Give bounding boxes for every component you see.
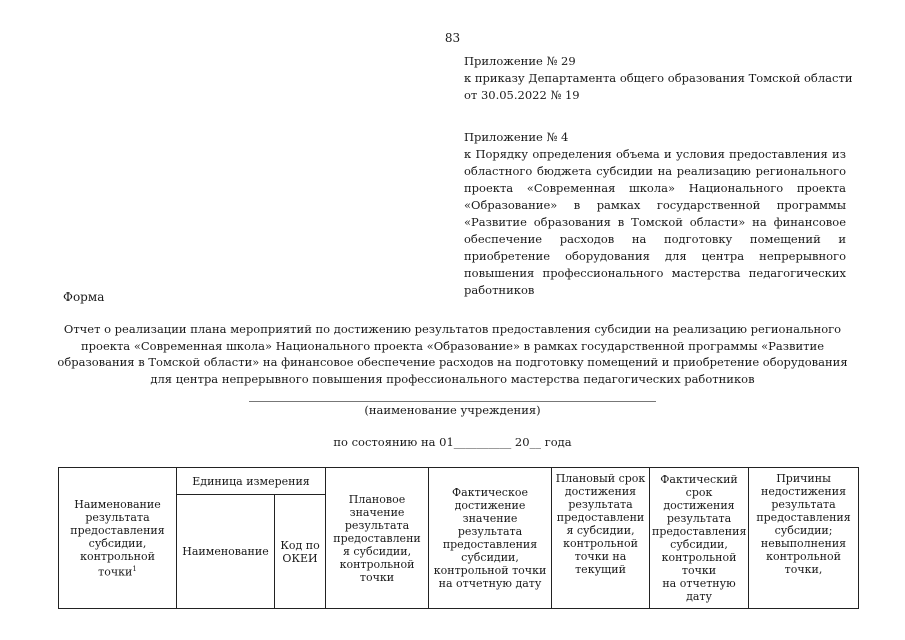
header-text: предоставления	[652, 525, 747, 538]
report-title-line: для центра непрерывного повышения профессионального мастерства педагогических работников	[150, 371, 755, 386]
report-title	[50, 321, 855, 387]
header-text: Код по	[280, 538, 320, 552]
appendix-4-line: «Развитие образования в Томской области» на финансовое	[464, 215, 846, 229]
header-text: субсидии,	[670, 538, 728, 551]
header-unit-group: Единица измерения	[177, 468, 326, 495]
header-text: контрольной	[80, 549, 155, 563]
appendix-4-title: Приложение № 4	[464, 130, 569, 144]
header-text: предоставлени	[556, 511, 645, 524]
report-title-line: Отчет о реализации плана мероприятий по достижению результатов предоставления субсидии на реализацию регионального	[63, 322, 842, 336]
header-planned-value	[326, 468, 429, 609]
header-actual-value	[429, 468, 552, 609]
report-title-line: образования в Томской области» на финансовое обеспечение расходов на подготовку помещений и приобретение оборудования	[57, 355, 848, 369]
report-table	[58, 467, 859, 609]
header-unit-name: Наименование	[177, 495, 275, 609]
header-text: контрольной	[766, 550, 841, 563]
header-text: достижения	[663, 499, 735, 512]
header-actual-deadline	[650, 468, 749, 609]
header-text: Плановое	[348, 492, 406, 506]
header-text: Фактический срок	[660, 473, 738, 499]
report-title-line: проекта «Современная школа» Национального проекта «Образование» в рамках государственной программы «Развитие	[81, 338, 824, 353]
header-text: точки на	[574, 550, 627, 563]
header-text: я субсидии,	[342, 544, 412, 558]
header-planned-deadline	[552, 468, 650, 609]
appendix-29-title: Приложение № 29	[464, 54, 576, 68]
appendix-4-line: обеспечение расходов на подготовку помещений и	[464, 232, 846, 246]
header-text: предоставлени	[333, 531, 421, 545]
appendix-4-line: проекта «Современная школа» Национального проекта	[464, 181, 846, 195]
header-text: предоставления	[756, 511, 851, 524]
header-text: субсидии;	[774, 524, 833, 537]
appendix-4-line: повышения профессионального мастерства педагогических	[464, 266, 846, 280]
appendix-4-line: областного бюджета субсидии на реализацию регионального	[464, 164, 846, 178]
header-text: предоставления	[442, 538, 538, 551]
header-text: я субсидии,	[566, 524, 635, 537]
header-text: текущий	[575, 563, 626, 576]
header-text: точки	[359, 570, 395, 584]
appendix-4-block	[464, 129, 846, 299]
header-text: субсидии,	[88, 536, 147, 550]
form-label: Форма	[63, 290, 105, 304]
header-text: результата	[771, 498, 836, 511]
header-text: контрольной	[563, 537, 638, 550]
header-text: достижения	[564, 485, 637, 498]
header-text: точки,	[784, 563, 823, 576]
header-text: результата	[666, 512, 732, 525]
header-text: значение	[349, 505, 405, 519]
header-text: значение результата	[457, 512, 523, 538]
date-line: по состоянию на 01__________ 20__ года	[333, 435, 572, 449]
header-text: результата	[344, 518, 410, 532]
header-text: на отчетную дату	[438, 577, 542, 590]
header-failure-reasons	[749, 468, 859, 609]
header-text: результата	[85, 510, 150, 524]
appendix-4-line: работников	[464, 283, 535, 297]
appendix-29-block	[464, 53, 853, 104]
header-text: результата	[568, 498, 633, 511]
appendix-29-order: к приказу Департамента общего образования Томской области	[464, 71, 853, 85]
appendix-4-line: приобретение оборудования для центра непрерывного	[464, 249, 846, 263]
header-text: контрольной	[339, 557, 415, 571]
institution-name-line	[249, 401, 656, 402]
header-text: невыполнения	[760, 537, 847, 550]
header-text: достижение	[454, 499, 526, 512]
page-number: 83	[444, 31, 461, 45]
header-text: недостижения	[760, 485, 847, 498]
header-text: Фактическое	[452, 486, 528, 499]
institution-caption: (наименование учреждения)	[364, 403, 541, 417]
header-result-name	[59, 468, 177, 609]
header-text-part: точки	[98, 565, 133, 579]
header-text: контрольной точки	[661, 551, 737, 577]
appendix-29-date: от 30.05.2022 № 19	[464, 88, 580, 102]
appendix-4-line: «Образование» в рамках государственной программы	[464, 198, 846, 212]
appendix-4-line: к Порядку определения объема и условия предоставления из	[464, 147, 846, 161]
header-text: контрольной точки	[433, 564, 547, 577]
header-text: предоставления	[70, 523, 165, 537]
header-text	[61, 563, 174, 579]
header-text: субсидии,	[461, 551, 519, 564]
footnote-marker: 1	[132, 564, 137, 573]
header-text: Плановый срок	[555, 472, 646, 485]
header-text: Наименование	[74, 497, 161, 511]
header-unit-code	[275, 495, 326, 609]
header-text: на отчетную дату	[662, 577, 736, 603]
header-text: Причины	[776, 472, 831, 485]
header-text: ОКЕИ	[282, 551, 318, 565]
